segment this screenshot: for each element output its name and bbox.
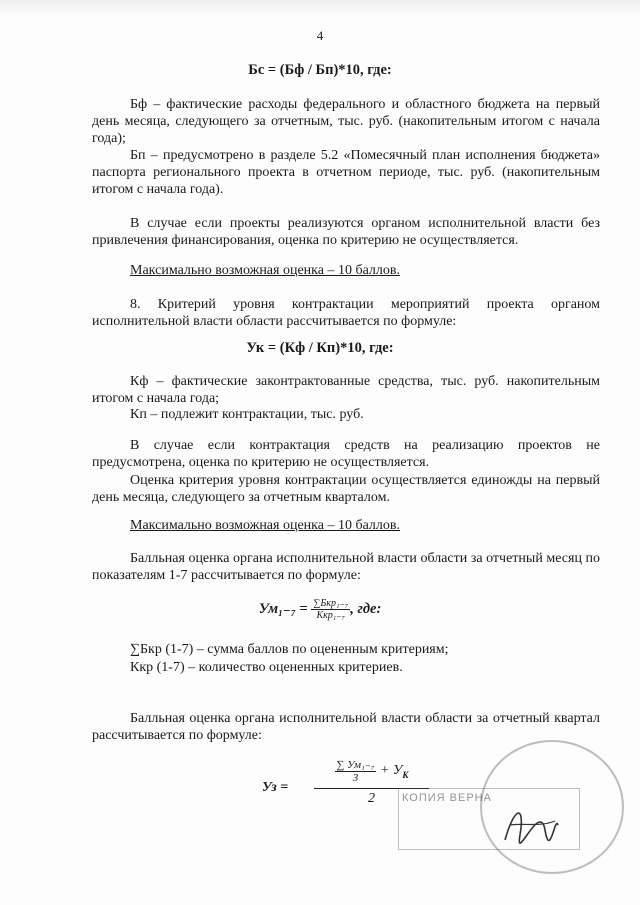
formula-quarterly-denominator: 2 (314, 788, 429, 807)
criterion-8: 8. Критерий уровня контрактации мероприятий проекта органом исполнительной власти области рассчитывается по формуле: (92, 297, 600, 329)
definition-sum: ∑Бкр (1-7) – сумма баллов по оцененным критериям; (130, 642, 449, 657)
definition-count: Ккр (1-7) – количество оцененных критериев. (130, 660, 403, 675)
paragraph-no-contract: В случае если контрактация средств на реализацию проектов не предусмотрена, оценка по критерию не осуществляется. (92, 438, 600, 470)
inner-denominator: 3 (352, 772, 359, 784)
paragraph-monthly: Балльная оценка органа исполнительной власти области за отчетный месяц по показателям 1-7 рассчитывается по формуле: (92, 551, 600, 583)
page-number: 4 (316, 28, 324, 43)
formula-monthly-numerator: ∑Бкр₁₋₇ (313, 598, 349, 609)
formula-monthly (0, 598, 640, 621)
stamp-text: КОПИЯ ВЕРНА (402, 792, 492, 804)
formula-quarterly-lhs: Уз = (262, 780, 289, 795)
paragraph-quarterly: Балльная оценка органа исполнительной власти области за отчетный квартал рассчитывается по формуле: (92, 711, 600, 743)
formula-quarterly-sub: К (402, 770, 409, 781)
definition-kf: Кф – фактические законтрактованные средства, тыс. руб. накопительным итогом с начала года; (92, 374, 600, 406)
formula-quarterly-inner-fraction (335, 758, 377, 784)
formula-monthly-fraction (311, 598, 350, 621)
max-score-heading-2: Максимально возможная оценка – 10 баллов. (130, 518, 401, 533)
paragraph-no-financing: В случае если проекты реализуются органом исполнительной власти без привлечения финансирования, оценка по критерию не осуществляется. (92, 216, 600, 248)
formula-monthly-lhs: Ум₁₋₇ = (258, 600, 308, 617)
formula-budget: Бс = (Бф / Бп)*10, где: (248, 62, 392, 78)
scan-edge (0, 0, 640, 16)
formula-quarterly-plus: + У (379, 763, 403, 779)
formula-quarterly-numerator (314, 758, 429, 788)
formula-monthly-tail: , где: (350, 600, 382, 617)
signature (500, 795, 560, 850)
definition-bf: Бф – фактические расходы федерального и областного бюджета на первый день месяца, следующего за отчетным, тыс. руб. (накопительным итогом с начала года); (92, 97, 600, 146)
paragraph-once: Оценка критерия уровня контрактации осуществляется единожды на первый день месяца, следующего за отчетным кварталом. (92, 473, 600, 505)
definition-bp: Бп – предусмотрено в разделе 5.2 «Помесячный план исполнения бюджета» паспорта регионального проекта в отчетном периоде, тыс. руб. (накопительным итогом с начала года). (92, 148, 600, 197)
max-score-heading-1: Максимально возможная оценка – 10 баллов. (130, 263, 401, 278)
formula-monthly-denominator: Ккр₁₋₇ (316, 610, 346, 621)
inner-numerator: ∑ Ум₁₋₇ (336, 759, 375, 771)
formula-contract: Ук = (Кф / Кп)*10, где: (246, 340, 394, 356)
definition-kp: Кп – подлежит контрактации, тыс. руб. (130, 407, 364, 422)
